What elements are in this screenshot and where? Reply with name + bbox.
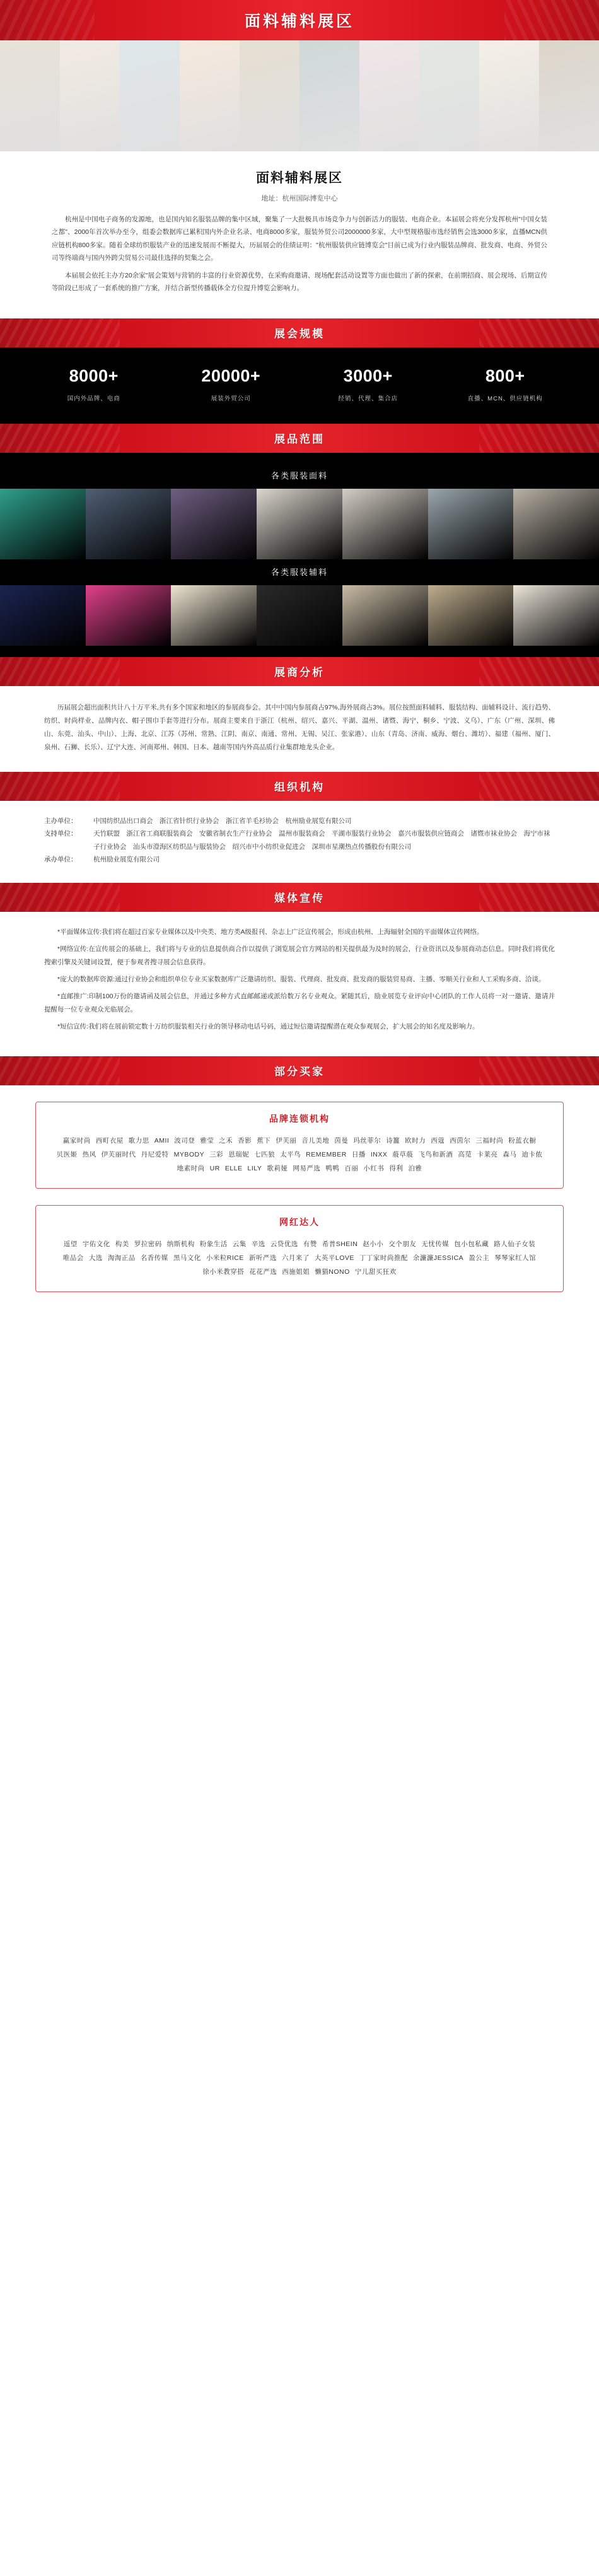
fabric-sample-tile [257, 489, 342, 559]
buyer-name: 音儿美地 [301, 1136, 330, 1145]
section-header-buyers-label: 部分买家 [274, 1066, 325, 1078]
buyer-category-title: 品牌连锁机构 [269, 1113, 330, 1124]
buyer-name: 赢家时尚 [62, 1136, 91, 1145]
analysis-text: 历届展会超出面积共计八十万平米,共有多个国家和地区的参展商参会。其中中国内参展商占97%,海外展商占3%。展位按照面料辅料、服装结构、面辅料设计、流行趋势、纺织、时尚样业、品牌内衣、帽子围巾手套等进行分布。展商主要来自于浙江（杭州、绍兴、嘉兴、平湖、温州、诸暨、海宁、桐乡、宁波、义乌）、广东（广州、深圳、佛山、东莞、汕头、中山）、上海、北京、江苏（苏州、常熟、江阴、南京、南通、常州、无锡、吴江、张家港）、山东（青岛、济南、威海、烟台、潍坊）、福建（福州、厦门、泉州、石狮、长乐）、辽宁大连、河南郑州、韩国、日本、越南等国内外高品质行业集群地龙头企业。 [44, 703, 555, 751]
buyer-name: 地素时尚 [177, 1164, 205, 1172]
organizer-names: 天竹联盟 浙江省工商联服装商会 安徽省制衣生产行业协会 温州市服装商会 平湖市服装行业协会 嘉兴市服装供应链商会 诸暨市袜业协会 海宁市袜子行业协会 汕头市澄海区纺织品与服装协会 绍兴市中小纺织业促进会 深圳市星潮热点传播股份有限公司 [93, 830, 550, 851]
buyer-name: 懒猫NONO [315, 1268, 350, 1276]
fabric-sample-tile [86, 489, 172, 559]
organizer-role-label: 承办单位： [44, 856, 78, 864]
page-title: 面料辅料展区 [244, 13, 354, 30]
stat-label: 展装外贸公司 [211, 395, 251, 402]
buyer-name: 七匹狼 [254, 1150, 276, 1158]
buyer-name: 诗籭 [386, 1136, 400, 1145]
section-header-media [0, 883, 599, 912]
organizer-role-label: 主办单位： [44, 817, 78, 825]
hero-fabric-strip [539, 40, 599, 151]
accessory-sample-tile [257, 585, 342, 646]
stats-row [0, 347, 599, 424]
buyer-name: INXX [370, 1150, 388, 1158]
buyer-name: 三彩 [209, 1150, 224, 1158]
buyer-name: 森马 [503, 1150, 517, 1158]
buyer-name: 百丽 [344, 1164, 359, 1172]
buyer-name: 恩瑞妮 [228, 1150, 250, 1158]
buyer-name: 飞鸟和新酒 [418, 1150, 453, 1158]
buyer-name: 粉象生活 [199, 1240, 228, 1248]
buyer-name: 大英平LOVE [314, 1254, 354, 1262]
section-header-scale-label: 展会规模 [274, 328, 325, 341]
buyer-name: 歌莉娅 [267, 1164, 288, 1172]
buyer-name: 罗拉密码 [134, 1240, 162, 1248]
buyer-name: 黑马文化 [173, 1254, 201, 1262]
stat-item [300, 366, 437, 402]
buyer-name: 日播 [351, 1150, 366, 1158]
accessory-sample-tile [342, 585, 428, 646]
buyer-name: 网易严选 [293, 1164, 321, 1172]
buyer-name: 得利 [389, 1164, 404, 1172]
venue-address: 地址：杭州国际博览中心 [261, 195, 338, 202]
buyer-name: 包小包私藏 [454, 1240, 489, 1248]
buyer-category-card [35, 1102, 564, 1189]
buyer-name: 盈公主 [468, 1254, 490, 1262]
media-paragraph: *直邮推广:印制100万份的邀请函及展会信息，并通过多种方式直邮邮递或派给数万名专业观众。紧随其后，励业展览专业评向中心团队的工作人员将一对一邀请、邀请并提醒每一位专业观众光临展会。 [44, 992, 555, 1013]
stat-item [163, 366, 300, 402]
buyer-name: AMII [154, 1136, 170, 1145]
buyer-name: 鸭鸭 [325, 1164, 340, 1172]
buyer-name: 西蔻 [431, 1136, 445, 1145]
buyer-name: 纳斯机构 [166, 1240, 195, 1248]
buyers-section [0, 1085, 599, 1334]
buyer-name-list [50, 1237, 549, 1279]
analysis-section [0, 686, 599, 772]
hero-fabric-strip [300, 40, 359, 151]
buyer-name: 名香传媒 [140, 1254, 168, 1262]
accessory-sample-tile [171, 585, 257, 646]
hero-photo-band [0, 40, 599, 151]
buyer-name: 构美 [115, 1240, 129, 1248]
section-header-scale [0, 318, 599, 347]
stat-label: 国内外品牌、电商 [67, 395, 120, 402]
scope-section [0, 453, 599, 657]
buyer-name: 花花严选 [249, 1268, 277, 1276]
buyer-name: 无忧传媒 [421, 1240, 450, 1248]
buyer-name: 唯品会 [62, 1254, 84, 1262]
buyer-name: 雅莹 [200, 1136, 214, 1145]
intro-paragraph: 杭州是中国电子商务的发源地，也是国内知名服装品牌的集中区域，聚集了一大批极具市场竞争力与创新活力的服装、电商企业。本届展会将充分发挥杭州"中国女装之都"、2000年首次举办至今，组委会数据库已累积国内外企业名录、电商8000多家，服装外贸公司2000000多家，大中型规格服市选经销售会选3000多家，直播MCN供应链机构800多家。随着全球纺织服装产业的迅速发展而不断提大，历届展会的佳绩证明："杭州服装供应链博览会"目前已成为行业内服装品牌商、批发商、电商、外贸公司等终端商与国内外跨尖贸易公司最佳选择的契集之会。 [52, 216, 547, 262]
buyer-name: 三福时尚 [475, 1136, 504, 1145]
section-header-analysis [0, 657, 599, 686]
hero-fabric-strip [120, 40, 180, 151]
buyer-name-list [50, 1134, 549, 1175]
buyer-name: 大选 [88, 1254, 103, 1262]
section-header-buyers [0, 1056, 599, 1085]
intro-section [0, 151, 599, 318]
buyer-name: MYBODY [173, 1150, 205, 1158]
buyer-name: 粉蓝衣橱 [508, 1136, 537, 1145]
stat-number: 20000+ [201, 366, 261, 385]
buyer-name: 伊芙丽时代 [101, 1150, 136, 1158]
buyer-name: 泊雅 [408, 1164, 422, 1172]
buyer-name: 丁丁家时尚推配 [359, 1254, 408, 1262]
buyer-name: 贝医姬 [56, 1150, 78, 1158]
buyer-name: 琴琴家红人馆 [494, 1254, 537, 1262]
buyer-category-title: 网红达人 [279, 1216, 320, 1227]
buyer-name: 西町衣屋 [95, 1136, 124, 1145]
buyer-name: 高苋 [458, 1150, 472, 1158]
scope-subtitle-fabric: 各类服装面料 [270, 470, 328, 481]
buyer-category-card [35, 1205, 564, 1292]
buyer-name: 淘淘正品 [107, 1254, 136, 1262]
buyer-name: LILY [247, 1164, 262, 1172]
buyer-name: 交个朋友 [388, 1240, 417, 1248]
fabric-sample-tile [513, 489, 599, 559]
accessory-sample-tile [428, 585, 514, 646]
buyer-name: 蒑草蒑 [392, 1150, 414, 1158]
scope-subtitle-accessories: 各类服装辅料 [270, 567, 328, 577]
section-header-scope-label: 展品范围 [274, 433, 325, 446]
buyer-name: 徐小米教穿搭 [202, 1268, 245, 1276]
fabric-sample-tile [342, 489, 428, 559]
media-section [0, 912, 599, 1056]
buyer-name: REMEMBER [306, 1150, 347, 1158]
section-header-organizers [0, 772, 599, 801]
stat-number: 3000+ [343, 366, 393, 385]
buyer-name: 路人仙子女装 [494, 1240, 536, 1248]
buyer-name: 蕉下 [257, 1136, 271, 1145]
organizer-row [44, 815, 555, 827]
buyer-name: 波司登 [174, 1136, 195, 1145]
accessory-photo-row [0, 585, 599, 646]
buyer-name: 云集 [232, 1240, 247, 1248]
intro-paragraphs [52, 213, 547, 295]
fabric-photo-row [0, 489, 599, 559]
stat-number: 800+ [485, 366, 525, 385]
organizer-role-label: 支持单位： [44, 830, 78, 838]
buyer-name: 小米粒RICE [206, 1254, 244, 1262]
buyer-name: 宁儿甜买狂欢 [354, 1268, 397, 1276]
buyer-name: 西施姐姐 [282, 1268, 310, 1276]
section-header-media-label: 媒体宣传 [274, 892, 325, 905]
fabric-sample-tile [428, 489, 514, 559]
hero-fabric-strip [359, 40, 419, 151]
accessory-sample-tile [86, 585, 172, 646]
buyer-name: 太平鸟 [280, 1150, 301, 1158]
buyer-name: 歌力思 [128, 1136, 149, 1145]
media-paragraph: *短信宣传:我们将在展前锁定数十万纺织服装相关行业的领导移动电话号码，通过短信邀请提醒潜在观众参观展会，扩大展会的知名度及影响力。 [57, 1022, 479, 1030]
media-paragraph: *平面媒体宣传:我们将在超过百家专业媒体以及中央类、地方类A级报刊、杂志上广泛宣传展会，形成由杭州、上海辐射全国的平面媒体宣传网络。 [57, 928, 484, 936]
buyer-name: 小红书 [363, 1164, 385, 1172]
intro-title: 面料辅料展区 [256, 171, 343, 185]
buyer-name: 迪卡侬 [521, 1150, 543, 1158]
section-header-scope [0, 424, 599, 453]
hero-fabric-strip [479, 40, 539, 151]
media-paragraph: *网络宣传:在宣传展会的基础上，我们将与专业的信息提供商合作以提供了浏览展会官方网站的相关提供最为及时的展会，行业资讯以及参展商动态信息。同时我们将优化搜索引擎及关键词设置，便于参观者搜寻展会信息获得。 [44, 945, 555, 966]
buyer-name: 希普SHEIN [322, 1240, 358, 1248]
hero-fabric-strip [60, 40, 120, 151]
buyer-name: 茵曼 [334, 1136, 349, 1145]
stat-number: 8000+ [69, 366, 119, 385]
stat-label: 经销、代理、集合店 [338, 395, 398, 402]
media-paragraph: *庞大的数据库资源:通过行业协会和组织单位专业买家数据库广泛邀请纺织、服装、代理商、批发商、批发商的服装贸易商、主播、零顺关行业和人工采购多商、洽谈。 [57, 975, 545, 983]
buyer-name: 有赞 [303, 1240, 317, 1248]
organizer-names: 中国纺织品出口商会 浙江省针织行业协会 浙江省羊毛衫协会 杭州励业展览有限公司 [93, 817, 352, 825]
buyer-name: 欧时力 [405, 1136, 426, 1145]
buyer-name: 香影 [238, 1136, 252, 1145]
accessory-sample-tile [0, 585, 86, 646]
organizer-names: 杭州励业展览有限公司 [93, 856, 160, 864]
fabric-sample-tile [0, 489, 86, 559]
organizers-section [0, 801, 599, 883]
hero-fabric-strip [419, 40, 479, 151]
buyer-name: 卡莱亮 [477, 1150, 498, 1158]
buyer-name: 玛丝菲尔 [353, 1136, 381, 1145]
organizer-row [44, 853, 555, 866]
buyer-name: 云贷优选 [270, 1240, 298, 1248]
buyer-name: UR [209, 1164, 220, 1172]
hero-fabric-strip [0, 40, 60, 151]
buyer-name: 西茵尔 [450, 1136, 471, 1145]
stat-item [437, 366, 574, 402]
page-top-banner [0, 0, 599, 40]
fabric-sample-tile [171, 489, 257, 559]
buyer-name: 热风 [82, 1150, 96, 1158]
buyer-name: 伊芙丽 [276, 1136, 297, 1145]
buyer-name: 余濂濂JESSICA [412, 1254, 464, 1262]
buyer-name: 六月来了 [281, 1254, 310, 1262]
buyer-name: 赵小小 [363, 1240, 384, 1248]
buyer-name: 宇佑文化 [82, 1240, 110, 1248]
accessory-sample-tile [513, 585, 599, 646]
stat-item [25, 366, 163, 402]
stat-label: 直播、MCN、供应链机构 [467, 395, 543, 402]
section-header-organizers-label: 组织机构 [274, 781, 325, 794]
hero-fabric-strip [240, 40, 300, 151]
section-header-analysis-label: 展商分析 [274, 667, 325, 679]
organizer-row [44, 827, 555, 853]
buyer-name: 辛选 [251, 1240, 265, 1248]
buyer-name: 遥望 [63, 1240, 78, 1248]
buyer-name: 新听严选 [248, 1254, 277, 1262]
intro-paragraph: 本届展会依托主办方20余家"展会策划与营销的丰富的行业资源优势，在采购商邀请、现场配套活动设置等方面也做出了新的探索，在前期招商、展会现场、后期宣传等阶段已形成了一套系统的推广方案，并结合新型传播载体全方位提升博览会影响力。 [52, 271, 547, 293]
buyer-name: 丹尼爱特 [141, 1150, 169, 1158]
buyer-name: ELLE [224, 1164, 243, 1172]
buyer-name: 之禾 [219, 1136, 233, 1145]
hero-fabric-strip [180, 40, 240, 151]
